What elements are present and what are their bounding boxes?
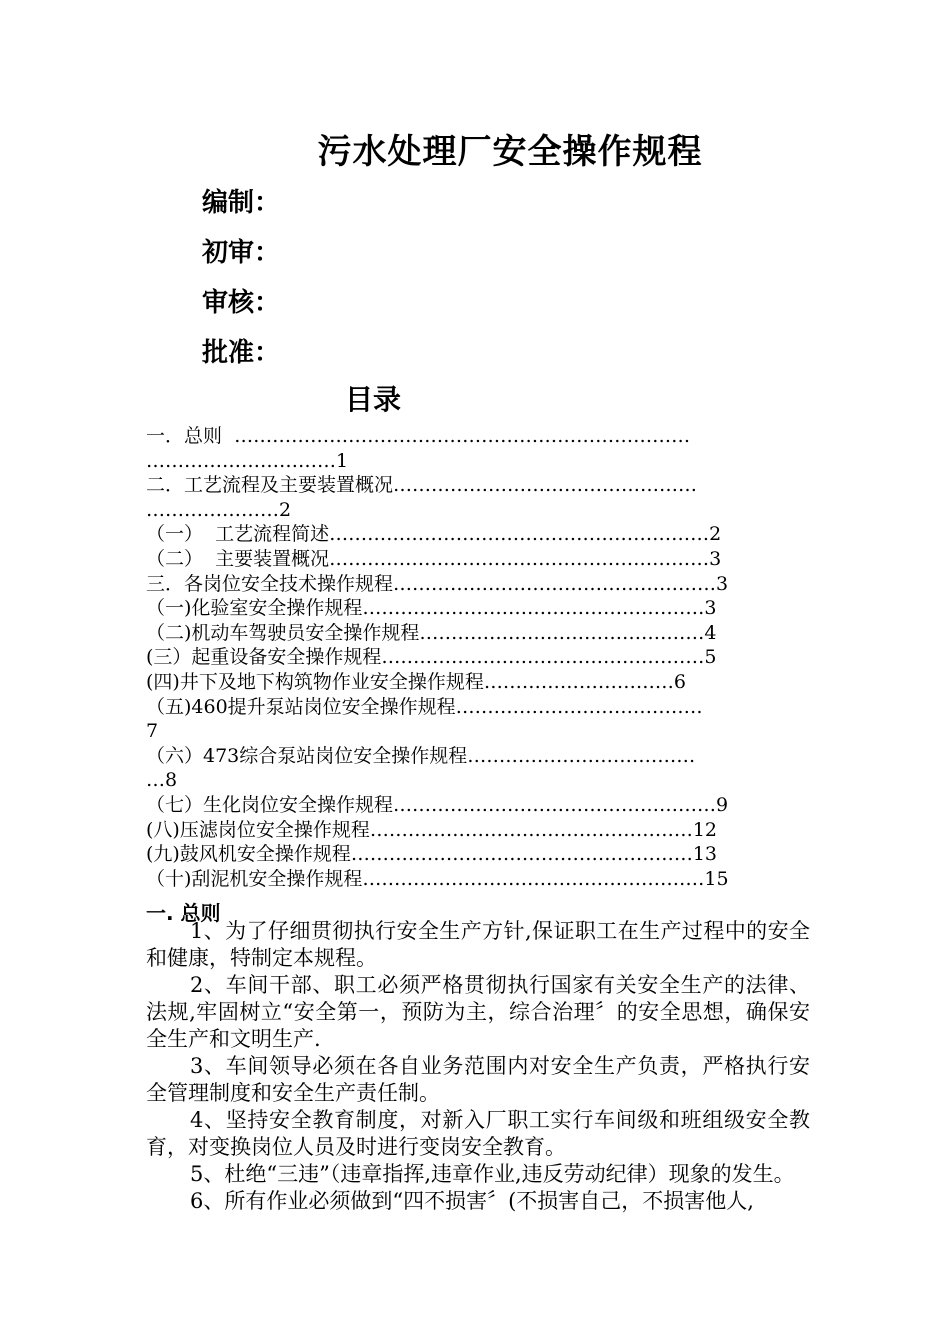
toc-entry[interactable]: 三．各岗位安全技术操作规程……………………………………………3 bbox=[146, 572, 729, 595]
toc-entry[interactable]: …………………2 bbox=[146, 498, 292, 521]
toc-entry[interactable]: (三）起重设备安全操作规程……………………………………………5 bbox=[146, 646, 717, 669]
toc-entry[interactable]: （二） 主要装置概况……………………………………………………3 bbox=[146, 547, 722, 570]
signature-label-approve: 批准： bbox=[202, 338, 281, 368]
document-title: 污水处理厂安全操作规程 bbox=[317, 132, 703, 172]
toc-entry[interactable]: （二)机动车驾驶员安全操作规程………………………………………4 bbox=[146, 621, 717, 644]
toc-entry[interactable]: （六）473综合泵站岗位安全操作规程……………………………… bbox=[146, 744, 696, 767]
toc-title: 目录 bbox=[344, 383, 401, 416]
paragraph: 4、坚持安全教育制度，对新入厂职工实行车间级和班组级安全教育，对变换岗位人员及时进行变岗安全教育。 bbox=[146, 1108, 810, 1159]
paragraph: 3、车间领导必须在各自业务范围内对安全生产负责，严格执行安全管理制度和安全生产责任制。 bbox=[146, 1054, 810, 1105]
toc-entry[interactable]: (四)井下及地下构筑物作业安全操作规程…………………………6 bbox=[146, 670, 686, 693]
toc-entry[interactable]: （一)化验室安全操作规程………………………………………………3 bbox=[146, 597, 717, 620]
toc-entry[interactable]: （七）生化岗位安全操作规程……………………………………………9 bbox=[146, 793, 729, 816]
section-heading-general: 一. 总则 bbox=[146, 901, 221, 925]
toc-entry[interactable]: (八)压滤岗位安全操作规程……………………………………………12 bbox=[146, 818, 718, 841]
signature-label-compiled: 编制： bbox=[202, 188, 281, 218]
toc-entry[interactable]: …………………………1 bbox=[146, 449, 349, 472]
table-of-contents bbox=[146, 424, 806, 891]
section-body bbox=[146, 918, 810, 1215]
paragraph: 6、所有作业必须做到“四不损害〞(不损害自己，不损害他人, bbox=[190, 1189, 754, 1213]
toc-entry[interactable]: 二．工艺流程及主要装置概况………………………………………… bbox=[146, 474, 698, 497]
toc-entry[interactable]: （一） 工艺流程简述……………………………………………………2 bbox=[146, 523, 722, 546]
paragraph: 2、车间干部、职工必须严格贯彻执行国家有关安全生产的法律、法规,牢固树立“安全第一，预防为主，综合治理〞的安全思想，确保安全生产和文明生产. bbox=[146, 973, 810, 1051]
toc-entry[interactable]: 7 bbox=[146, 720, 159, 743]
toc-entry[interactable]: …8 bbox=[146, 769, 178, 792]
signature-label-review: 审核： bbox=[202, 288, 281, 318]
toc-entry[interactable]: 一．总则 ……………………………………………………………… bbox=[146, 425, 691, 447]
toc-entry[interactable]: （五)460提升泵站岗位安全操作规程………………………………… bbox=[146, 695, 703, 718]
paragraph: 5、杜绝“三违”（违章指挥,违章作业,违反劳动纪律）现象的发生。 bbox=[190, 1162, 795, 1186]
signature-label-first-review: 初审： bbox=[202, 238, 281, 268]
toc-entry[interactable]: （十)刮泥机安全操作规程………………………………………………15 bbox=[146, 867, 729, 890]
toc-entry[interactable]: (九)鼓风机安全操作规程………………………………………………13 bbox=[146, 843, 718, 866]
paragraph: 1、为了仔细贯彻执行安全生产方针,保证职工在生产过程中的安全和健康，特制定本规程。 bbox=[146, 919, 810, 970]
